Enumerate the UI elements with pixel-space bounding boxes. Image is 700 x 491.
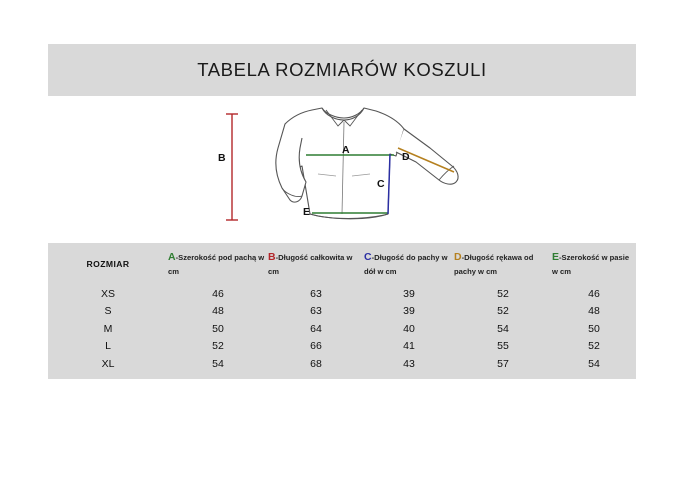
diagram-label-d: D <box>402 151 410 163</box>
cell-c: 39 <box>403 305 415 318</box>
cell-c: 40 <box>403 322 415 335</box>
header-code-b: B <box>268 251 276 264</box>
header-code-c: C <box>364 251 372 264</box>
cell-size: S <box>104 305 112 318</box>
size-table-body <box>48 285 636 373</box>
header-code-e: E <box>552 251 560 264</box>
header-col-b <box>268 243 364 285</box>
cell-b: 63 <box>310 305 322 318</box>
cell-d: 57 <box>497 357 509 370</box>
diagram-label-b: B <box>218 152 226 164</box>
cell-size: XS <box>100 287 115 300</box>
diagram-label-c: C <box>377 178 385 190</box>
cell-e: 54 <box>588 357 600 370</box>
shirt-illustration <box>190 96 510 236</box>
table-row <box>48 320 636 338</box>
diagram-label-a: A <box>342 144 350 156</box>
header-label-b: -Długość całkowita w cm <box>268 253 353 277</box>
cell-b: 64 <box>310 322 322 335</box>
page-title: TABELA ROZMIARÓW KOSZULI <box>197 59 487 80</box>
table-row <box>48 338 636 356</box>
cell-c: 39 <box>403 287 415 300</box>
header-label-d: -Długość rękawa od pachy w cm <box>454 253 534 277</box>
diagram-label-e: E <box>303 206 311 218</box>
cell-c: 41 <box>403 340 415 353</box>
cell-a: 54 <box>212 357 224 370</box>
header-col-c <box>364 243 454 285</box>
header-code-a: A <box>168 251 176 264</box>
cell-d: 54 <box>497 322 509 335</box>
header-rozmiar: ROZMIAR <box>86 258 130 269</box>
table-row <box>48 303 636 321</box>
cell-size: L <box>105 340 111 353</box>
header-col-e <box>552 243 636 285</box>
cell-e: 52 <box>588 340 600 353</box>
header-label-a: -Szerokość pod pachą w cm <box>168 253 265 277</box>
cell-c: 43 <box>403 357 415 370</box>
cell-e: 50 <box>588 322 600 335</box>
cell-size: XL <box>101 357 115 370</box>
cell-d: 52 <box>497 287 509 300</box>
cell-a: 52 <box>212 340 224 353</box>
cell-size: M <box>103 322 113 335</box>
header-code-d: D <box>454 251 462 264</box>
table-row <box>48 355 636 373</box>
table-header-row <box>48 243 636 285</box>
cell-d: 55 <box>497 340 509 353</box>
header-col-d <box>454 243 552 285</box>
header-col-a <box>168 243 268 285</box>
cell-a: 46 <box>212 287 224 300</box>
table-row <box>48 285 636 303</box>
cell-e: 46 <box>588 287 600 300</box>
size-table-container <box>48 243 636 379</box>
cell-a: 50 <box>212 322 224 335</box>
cell-b: 66 <box>310 340 322 353</box>
cell-e: 48 <box>588 305 600 318</box>
cell-d: 52 <box>497 305 509 318</box>
shirt-diagram <box>190 96 510 236</box>
title-band <box>48 44 636 96</box>
cell-b: 68 <box>310 357 322 370</box>
size-table <box>48 243 636 373</box>
header-label-c: -Długość do pachy w dół w cm <box>364 253 448 277</box>
size-table-head <box>48 243 636 285</box>
header-label-e: -Szerokość w pasie w cm <box>552 253 630 277</box>
cell-a: 48 <box>212 305 224 318</box>
cell-b: 63 <box>310 287 322 300</box>
